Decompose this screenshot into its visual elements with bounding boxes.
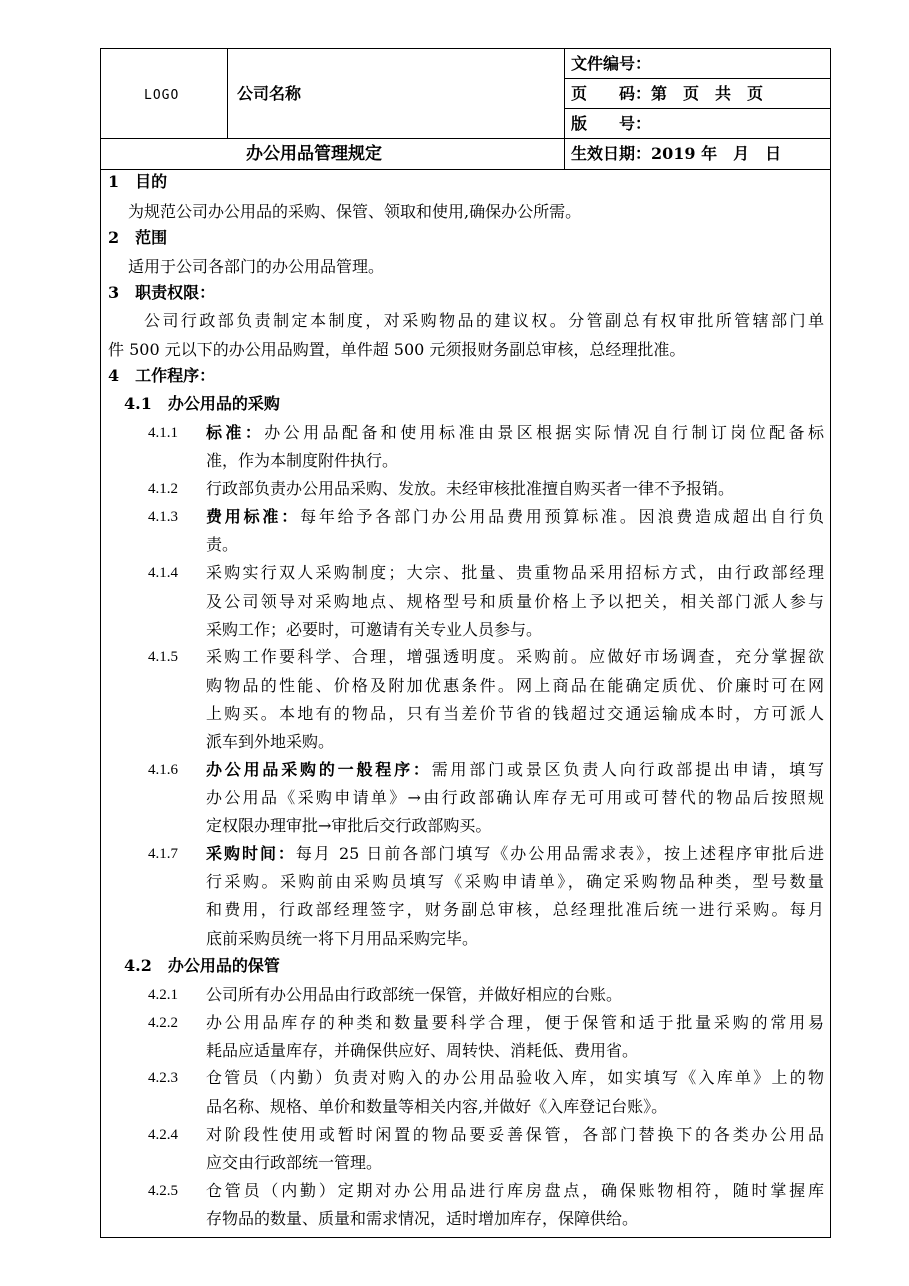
clause-keyword: 办公用品采购的一般程序：: [206, 760, 432, 779]
section-body: 件 500 元以下的办公用品购置，单件超 500 元须报财务副总审核，总经理批准。: [108, 340, 686, 359]
clause-text: 行采购。采购前由采购员填写《采购申请单》，确定采购物品种类，型号数量: [206, 872, 824, 891]
clause-text: 和费用，行政部经理签字，财务副总审核，总经理批准后统一进行采购。每月: [206, 900, 824, 919]
clause-keyword: 采购时间：: [206, 844, 296, 863]
clause-text: 采购工作；必要时，可邀请有关专业人员参与。: [206, 620, 543, 639]
page-title: 办公用品管理规定: [246, 144, 382, 164]
clause-number: 4.1.5: [148, 649, 178, 665]
clause-number: 4.1.4: [148, 565, 178, 581]
clause-number: 4.2.5: [148, 1183, 178, 1199]
clause-text: 费用标准：每年给予各部门办公用品费用预算标准。因浪费造成超出自行负: [206, 507, 824, 526]
section-body: 适用于公司各部门的办公用品管理。: [128, 257, 385, 276]
page-number-label: 页 码：第 页 共 页: [571, 84, 764, 103]
clause-number: 4.2.2: [148, 1015, 178, 1031]
subsection-heading: 4.2 办公用品的保管: [124, 956, 280, 975]
clause-text: 行政部负责办公用品采购、发放。未经审核批准擅自购买者一律不予报销。: [206, 479, 735, 498]
clause-text: 底前采购员统一将下月用品采购完毕。: [206, 929, 479, 948]
header-divider: [564, 78, 831, 79]
version-label: 版 号：: [571, 114, 652, 133]
clause-keyword: 费用标准：: [206, 507, 301, 526]
clause-text: 仓管员（内勤）定期对办公用品进行库房盘点，确保账物相符，随时掌握库: [206, 1181, 824, 1200]
clause-text: 办公用品库存的种类和数量要科学合理，便于保管和适于批量采购的常用易: [206, 1013, 824, 1032]
clause-text: 存物品的数量、质量和需求情况，适时增加库存，保障供给。: [206, 1209, 639, 1228]
section-heading: 3 职责权限：: [108, 283, 216, 302]
clause-text: 采购时间：每月 25 日前各部门填写《办公用品需求表》，按上述程序审批后进: [206, 844, 824, 863]
clause-number: 4.1.1: [148, 425, 178, 441]
header-divider: [227, 48, 228, 138]
clause-text: 及公司领导对采购地点、规格型号和质量价格上予以把关，相关部门派人参与: [206, 592, 824, 611]
clause-text: 耗品应适量库存，并确保供应好、周转快、消耗低、费用省。: [206, 1041, 639, 1060]
header-divider: [100, 138, 831, 139]
section-body: 公司行政部负责制定本制度，对采购物品的建议权。分管副总有权审批所管辖部门单: [144, 311, 824, 330]
header-divider: [100, 169, 831, 170]
clause-text: 仓管员（内勤）负责对购入的办公用品验收入库，如实填写《入库单》上的物: [206, 1068, 824, 1087]
clause-number: 4.1.2: [148, 481, 178, 497]
clause-text: 应交由行政部统一管理。: [206, 1153, 383, 1172]
clause-text: 定权限办理审批→审批后交行政部购买。: [206, 816, 492, 835]
clause-number: 4.2.1: [148, 987, 178, 1003]
doc-number-label: 文件编号：: [571, 54, 652, 73]
section-heading: 2 范围: [108, 228, 168, 247]
section-heading: 4 工作程序：: [108, 366, 216, 385]
clause-text: 对阶段性使用或暂时闲置的物品要妥善保管，各部门替换下的各类办公用品: [206, 1125, 824, 1144]
clause-number: 4.2.4: [148, 1127, 178, 1143]
clause-text: 购物品的性能、价格及附加优惠条件。网上商品在能确定质优、价廉时可在网: [206, 676, 824, 695]
clause-text: 标准：办公用品配备和使用标准由景区根据实际情况自行制订岗位配备标: [206, 423, 824, 442]
clause-number: 4.2.3: [148, 1070, 178, 1086]
effective-date-label: 生效日期：2019 年 月 日: [571, 144, 782, 163]
section-heading: 1 目的: [108, 172, 168, 191]
clause-number: 4.1.7: [148, 846, 178, 862]
section-body: 为规范公司办公用品的采购、保管、领取和使用,确保办公所需。: [128, 202, 582, 221]
subsection-heading: 4.1 办公用品的采购: [124, 394, 280, 413]
clause-number: 4.1.3: [148, 509, 178, 525]
clause-text: 公司所有办公用品由行政部统一保管，并做好相应的台账。: [206, 985, 623, 1004]
clause-text: 派车到外地采购。: [206, 732, 335, 751]
company-name: 公司名称: [237, 84, 302, 103]
clause-text: 责。: [206, 535, 239, 554]
clause-keyword: 标准：: [206, 423, 265, 442]
clause-number: 4.1.6: [148, 762, 178, 778]
clause-text: 采购工作要科学、合理，增强透明度。采购前。应做好市场调查，充分掌握欲: [206, 647, 824, 666]
clause-text: 采购实行双人采购制度；大宗、批量、贵重物品采用招标方式，由行政部经理: [206, 563, 824, 582]
clause-text: 办公用品采购的一般程序：需用部门或景区负责人向行政部提出申请，填写: [206, 760, 824, 779]
clause-text: 品名称、规格、单价和数量等相关内容,并做好《入库登记台账》。: [206, 1097, 668, 1116]
header-divider: [564, 108, 831, 109]
logo: LOGO: [144, 88, 180, 103]
clause-text: 办公用品《采购申请单》→由行政部确认库存无可用或可替代的物品后按照规: [206, 788, 824, 807]
clause-text: 上购买。本地有的物品，只有当差价节省的钱超过交通运输成本时，方可派人: [206, 704, 824, 723]
clause-text: 准，作为本制度附件执行。: [206, 451, 399, 470]
